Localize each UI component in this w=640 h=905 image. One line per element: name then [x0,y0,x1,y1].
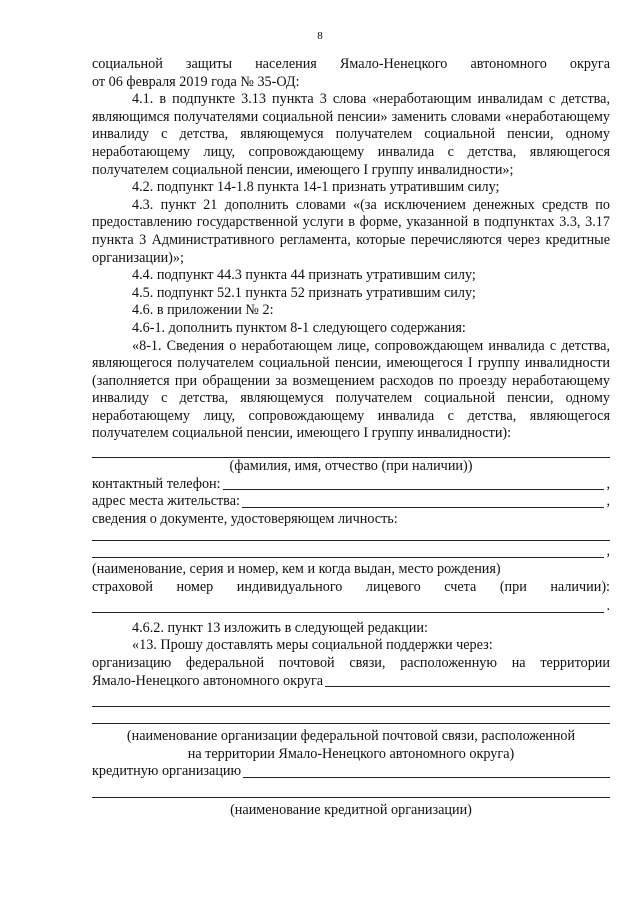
address-row [92,493,610,511]
phone-comma: , [606,475,610,492]
postal-row [92,673,610,691]
postal-fill-line-3 [92,723,610,724]
credit-fill-line-1 [243,764,610,778]
id-doc-label: сведения о документе, удостоверяющем личность: [92,510,398,527]
snils-label: страховой номер индивидуального лицевого счета (при наличии): [92,578,610,595]
phone-row [92,476,610,494]
caption-postal-2: на территории Ямало-Ненецкого автономного округа) [187,745,515,762]
id-doc-fill-line-2 [92,544,604,558]
item-4-6: 4.6. в приложении № 2: [132,302,274,319]
intro-line-2: от 06 февраля 2019 года № 35-ОД: [92,73,300,90]
address-comma: , [606,493,610,510]
credit-label: кредитную организацию [92,763,242,780]
document-body [92,56,610,820]
item-4-6-2: 4.6.2. пункт 13 изложить в следующей редакции: [132,619,428,636]
intro-line-1: социальной защиты населения Ямало-Ненецкого автономного округа [92,56,610,72]
caption-id-doc: (наименование, серия и номер, кем и когда выдан, место рождения) [92,561,501,578]
item-4-2: 4.2. подпункт 14-1.8 пункта 14-1 признать утратившим силу; [132,179,500,196]
item-4-3: 4.3. пункт 21 дополнить словами «(за исключением денежных средств по предоставлению государственной услуги в форме, указанной в подпунктах 3.3, 3.17 пункта 3 Административного регламента, которые перечисляются через кредитные организации)»; [92,196,610,266]
postal-fill-line-1 [325,673,610,687]
address-label: адрес места жительства: [92,493,240,510]
page-number: 8 [317,30,323,42]
item-4-4: 4.4. подпункт 44.3 пункта 44 признать утратившим силу; [132,267,476,284]
clause-13-intro: «13. Прошу доставлять меры социальной поддержки через: [132,637,493,654]
id-doc-comma: , [606,543,610,560]
id-doc-fill-line-1 [92,540,610,541]
postal-line-2: Ямало-Ненецкого автономного округа [92,672,324,689]
phone-fill-line [223,476,605,490]
address-fill-line [242,494,605,508]
snils-period: . [606,598,610,615]
credit-fill-line-2 [92,797,610,798]
postal-line-1: организацию федеральной почтовой связи, расположенную на территории [92,655,610,671]
item-4-6-1: 4.6-1. дополнить пунктом 8-1 следующего содержания: [132,319,466,336]
phone-label: контактный телефон: [92,475,221,492]
credit-row [92,763,610,781]
id-doc-row-2 [92,543,610,561]
caption-fio: (фамилия, имя, отчество (при наличии)) [229,458,473,475]
snils-row [92,598,610,616]
caption-credit: (наименование кредитной организации) [230,801,472,818]
clause-8-1: «8-1. Сведения о неработающем лице, сопровождающем инвалида с детства, являющегося получателем социальной пенсии, имеющегося I группу инвалидности (заполняется при обращении за возмещением расходов по проезду неработающему инвалиду с детства, являющемуся получателем социальной пенсии, одному неработающему лицу, сопровождающему инвалида с детства, являющегося получателем социальной пенсии, имеющего I группу инвалидности): [92,337,610,442]
caption-postal-1: (наименование организации федеральной почтовой связи, расположенной [126,728,576,745]
item-4-1: 4.1. в подпункте 3.13 пункта 3 слова «неработающим инвалидам с детства, являющимся получателями социальной пенсии» заменить словами «неработающему инвалиду с детства, являющемуся получателем социальной пенсии, одному неработающему лицу, сопровождающему инвалида с детства, являющегося получателем социальной пенсии, имеющего I группу инвалидности»; [92,91,610,178]
snils-fill-line [92,599,604,613]
item-4-5: 4.5. подпункт 52.1 пункта 52 признать утратившим силу; [132,284,476,301]
